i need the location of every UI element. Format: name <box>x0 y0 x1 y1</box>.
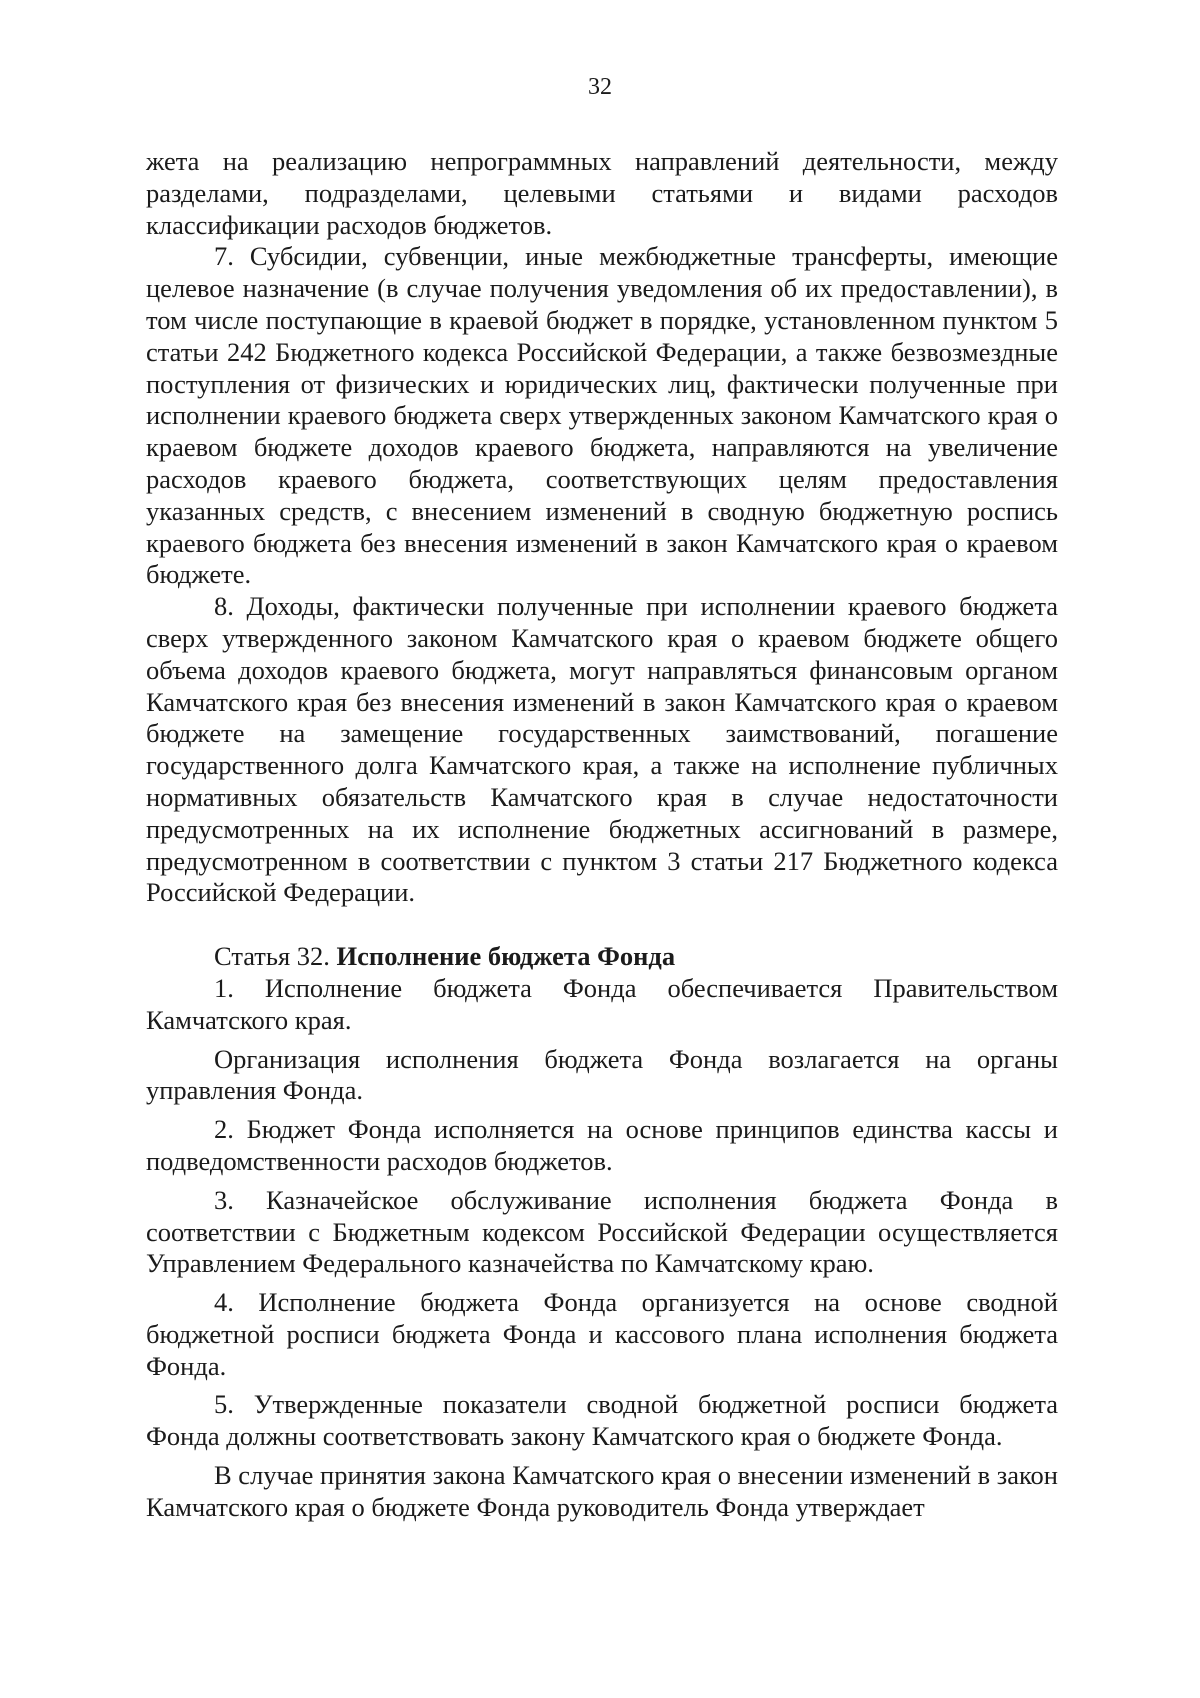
paragraph-item-5: 5. Утвержденные показатели сводной бюджетной росписи бюджета Фонда должны соответствовать закону Камчатского края о бюджете Фонда. <box>146 1389 1058 1452</box>
article-title: Исполнение бюджета Фонда <box>336 941 676 972</box>
paragraph-item-8: 8. Доходы, фактически полученные при исполнении краевого бюджета сверх утвержденного законом Камчатского края о краевом бюджете общего объема доходов краевого бюджета, могут направляться финансовым органом Камчатского края без внесения изменений в закон Камчатского края о краевом бюджете на замещение государственных заимствований, погашение государственного долга Камчатского края, а также на исполнение публичных нормативных обязательств Камчатского края в случае недостаточности предусмотренных на их исполнение бюджетных ассигнований в размере, предусмотренном в соответствии с пунктом 3 статьи 217 Бюджетного кодекса Российской Федерации. <box>146 591 1058 908</box>
document-body <box>146 146 1058 1524</box>
paragraph-item-5-cont: В случае принятия закона Камчатского края о внесении изменений в закон Камчатского края о бюджете Фонда руководитель Фонда утверждает <box>146 1460 1058 1522</box>
paragraph-item-2: 2. Бюджет Фонда исполняется на основе принципов единства кассы и подведомственности расходов бюджетов. <box>146 1114 1058 1176</box>
paragraph-item-7: 7. Субсидии, субвенции, иные межбюджетные трансферты, имеющие целевое назначение (в случае получения уведомления об их предоставлении), в том числе поступающие в краевой бюджет в порядке, установленном пунктом 5 статьи 242 Бюджетного кодекса Российской Федерации, а также безвозмездные поступления от физических и юридических лиц, фактически полученные при исполнении краевого бюджета сверх утвержденных законом Камчатского края о краевом бюджете доходов краевого бюджета, направляются на увеличение расходов краевого бюджета, соответствующих целям предоставления указанных средств, с внесением изменений в сводную бюджетную роспись краевого бюджета без внесения изменений в закон Камчатского края о краевом бюджете. <box>146 241 1058 590</box>
article-number: Статья 32. <box>214 941 337 972</box>
article-heading <box>146 941 1058 973</box>
paragraph-item-4: 4. Исполнение бюджета Фонда организуется на основе сводной бюджетной росписи бюджета Фонда и кассового плана исполнения бюджета Фонда. <box>146 1287 1058 1381</box>
paragraph-continuation: жета на реализацию непрограммных направлений деятельности, между разделами, подразделами, целевыми статьями и видами расходов классификации расходов бюджетов. <box>146 146 1058 240</box>
paragraph-item-1-cont: Организация исполнения бюджета Фонда возлагается на органы управления Фонда. <box>146 1043 1058 1106</box>
paragraph-item-1: 1. Исполнение бюджета Фонда обеспечивается Правительством Камчатского края. <box>146 972 1058 1035</box>
paragraph-item-3: 3. Казначейское обслуживание исполнения бюджета Фонда в соответствии с Бюджетным кодексом Российской Федерации осуществляется Управлением Федерального казначейства по Камчатскому краю. <box>146 1184 1058 1279</box>
page-number: 32 <box>588 74 612 100</box>
